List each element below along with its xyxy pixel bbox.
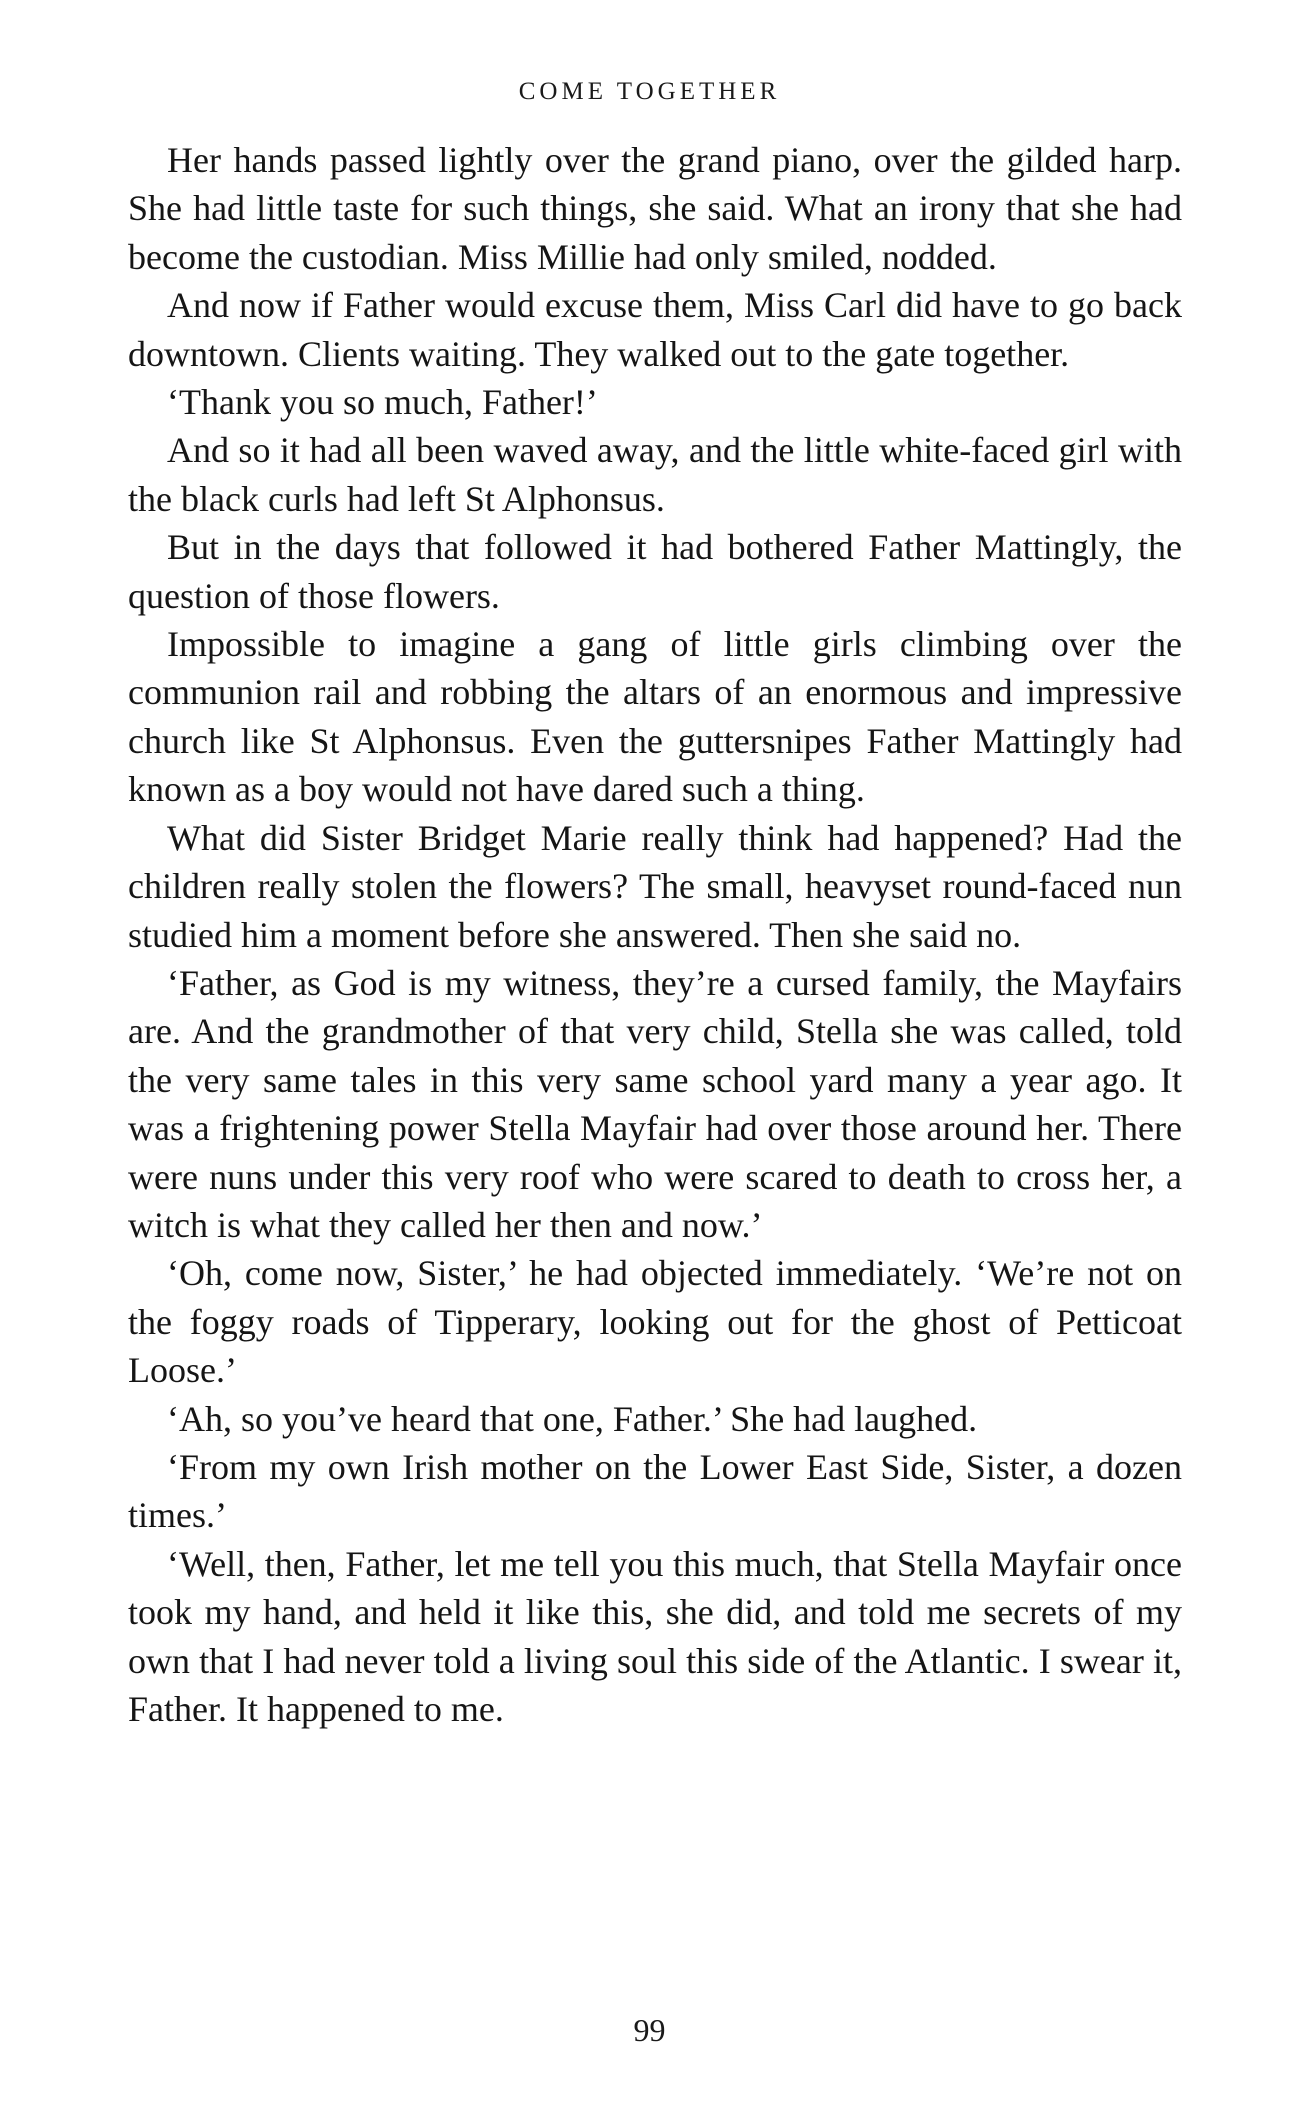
paragraph: ‘Ah, so you’ve heard that one, Father.’ She had laughed. [167,1398,978,1439]
paragraph: Her hands passed lightly over the grand piano, over the gilded harp. She had little taste for such things, she said. What an irony that she had become the custodian. Miss Millie had only smiled, nodded. [128,140,1182,277]
paragraph: ‘Father, as God is my witness, they’re a cursed family, the Mayfairs are. And the grandmother of that very child, Stella she was called, told the very same tales in this very same school yard many a year ago. It was a frightening power Stella Mayfair had over those around her. There were nuns under this very roof who were scared to death to cross her, a witch is what they called her then and now.’ [128,962,1182,1245]
paragraph: ‘Oh, come now, Sister,’ he had objected immediately. ‘We’re not on the foggy roads of Tipperary, looking out for the ghost of Petticoat Loose.’ [128,1253,1182,1391]
paragraph: Impossible to imagine a gang of little girls climbing over the communion rail and robbing the altars of an enormous and impressive church like St Alphonsus. Even the guttersnipes Father Mattingly had known as a boy would not have dared such a thing. [128,624,1182,810]
page-number: 99 [633,2012,666,2048]
paragraph: What did Sister Bridget Marie really think had happened? Had the children really stolen the flowers? The small, heavyset round-faced nun studied him a moment before she answered. Then she said no. [128,817,1182,955]
paragraph: ‘From my own Irish mother on the Lower East Side, Sister, a dozen times.’ [128,1446,1182,1536]
running-head: COME TOGETHER [518,78,781,105]
paragraph: And now if Father would excuse them, Miss Carl did have to go back downtown. Clients waiting. They walked out to the gate together. [128,285,1182,374]
paragraph: But in the days that followed it had bothered Father Mattingly, the question of those flowers. [128,527,1182,616]
body-text [128,136,1182,1733]
paragraph: And so it had all been waved away, and the little white-faced girl with the black curls had left St Alphonsus. [128,430,1182,519]
paragraph: ‘Thank you so much, Father!’ [167,382,598,423]
paragraph: ‘Well, then, Father, let me tell you this much, that Stella Mayfair once took my hand, and held it like this, she did, and told me secrets of my own that I had never told a living soul this side of the Atlantic. I swear it, Father. It happened to me. [128,1543,1182,1729]
